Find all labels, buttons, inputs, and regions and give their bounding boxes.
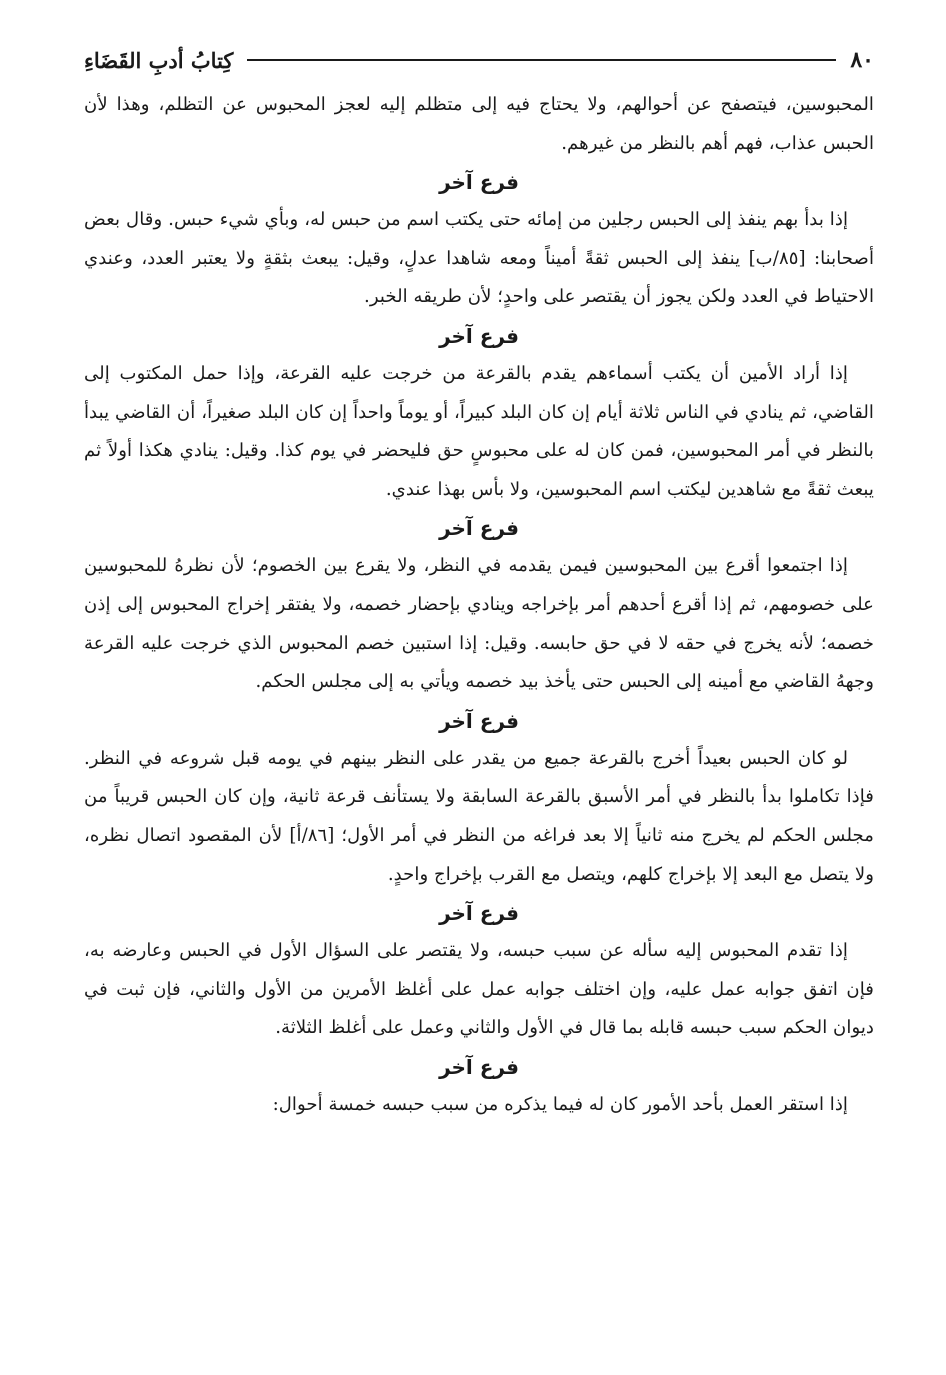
- section-heading: فرع آخر: [439, 901, 519, 926]
- section-heading: فرع آخر: [439, 516, 519, 541]
- section-heading: فرع آخر: [439, 170, 519, 195]
- running-header: [84, 38, 874, 82]
- section-heading: فرع آخر: [439, 708, 519, 733]
- paragraph: إذا أراد الأمين أن يكتب أسماءهم يقدم بالقرعة من خرجت عليه القرعة، وإذا حمل المكتوب إلى القاضي، ثم ينادي في الناس ثلاثة أيام إن كان البلد كبيراً، أو يوماً واحداً إن كان البلد صغيراً، أن القاضي يبدأ بالنظر في أمر المحبوسين، فمن كان له على محبوسٍ حق فليحضر في يوم كذا. وقيل: ينادي هكذا أولاً ثم يبعث ثقةً مع شاهدين ليكتب اسم المحبوسين، ولا بأس بهذا عندي.: [84, 362, 874, 500]
- book-page: [84, 38, 874, 1348]
- section-heading: فرع آخر: [439, 323, 519, 348]
- paragraph: إذا تقدم المحبوس إليه سأله عن سبب حبسه، ولا يقتصر على السؤال الأول في الحبس وعارضه به، فإن اتفق جوابه عمل عليه، وإن اختلف جوابه عمل على أغلظ الأمرين من الأول والثاني، فإن ثبت في ديوان الحكم سبب حبسه قابله بما قال في الأول والثاني وعمل على أغلظ الثلاثة.: [84, 940, 874, 1039]
- paragraph: إذا اجتمعوا أقرع بين المحبوسين فيمن يقدمه في النظر، ولا يقرع بين الخصوم؛ لأن نظرهُ للمحبوسين على خصومهم، ثم إذا أقرع أحدهم أمر بإخراجه وينادي بإحضار خصمه، ولا يفتقر إخراج المحبوس إلى إذن خصمه؛ لأنه يخرج في حقه لا في حق حابسه. وقيل: إذا استبين خصم المحبوس الذي خرجت عليه القرعة وجههُ القاضي مع أمينه إلى الحبس حتى يأخذ بيد خصمه ويأتي به إلى مجلس الحكم.: [84, 555, 874, 693]
- paragraph: إذا بدأ بهم ينفذ إلى الحبس رجلين من إمائه حتى يكتب اسم من حبس له، وبأي شيء حبس. وقال بعض أصحابنا: [٨٥/ب] ينفذ إلى الحبس ثقةً أميناً ومعه شاهدا عدلٍ، وقيل: يبعث بثقةٍ ولا يعتبر العدد، وعندي الاحتياط في العدد ولكن يجوز أن يقتصر على واحدٍ؛ لأن طريقه الخبر.: [84, 209, 875, 308]
- paragraph: لو كان الحبس بعيداً أخرج بالقرعة جميع من يقدر على النظر بينهم في يومه قبل شروعه في النظر. فإذا تكاملوا بدأ بالنظر في أمر الأسبق بالقرعة السابقة ولا يستأنف قرعة ثانية، وإن كان الحبس قريباً من مجلس الحكم لم يخرج منه ثانياً إلا بعد فراغه من النظر في أمر الأول؛ [٨٦/أ] لأن المقصود اتصال نظره، ولا يتصل مع البعد إلا بإخراج كلهم، ويتصل مع القرب بإخراج واحدٍ.: [84, 747, 874, 885]
- header-rule: [247, 59, 836, 61]
- section-heading: فرع آخر: [439, 1054, 519, 1079]
- paragraph-continued: المحبوسين، فيتصفح عن أحوالهم، ولا يحتاج فيه إلى متظلم إليه لعجز المحبوس عن التظلم، وهذا لأن الحبس عذاب، فهم أهم بالنظر من غيرهم.: [84, 94, 874, 154]
- book-title: كِتابُ أدبِ القَضَاءِ: [84, 47, 234, 73]
- paragraph: إذا استقر العمل بأحد الأمور كان له فيما يذكره من سبب حبسه خمسة أحوال:: [272, 1093, 848, 1115]
- page-content: [84, 86, 874, 1124]
- page-number: ٨٠: [850, 47, 874, 73]
